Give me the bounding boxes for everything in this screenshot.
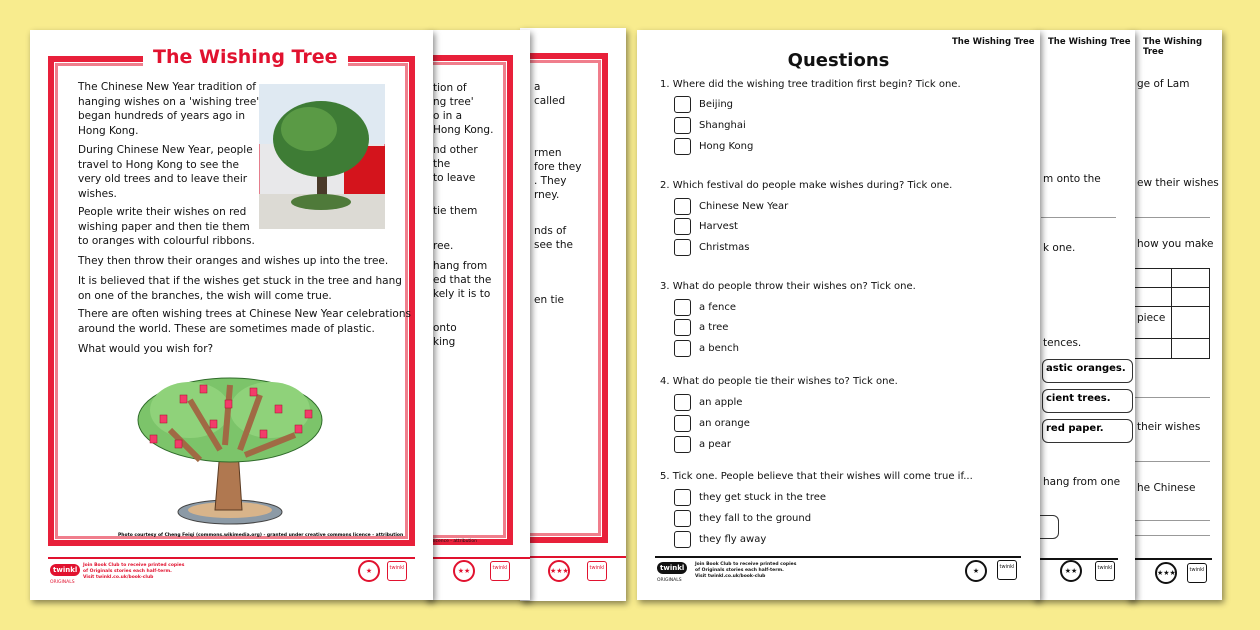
text-fragment: nds of xyxy=(534,225,567,237)
text-fragment: rmen xyxy=(534,147,562,159)
question-1: 1. Where did the wishing tree tradition first begin? Tick one. xyxy=(660,79,961,90)
text-fragment: kely it is to xyxy=(433,288,491,300)
text-fragment: fore they xyxy=(534,161,582,173)
option-checkbox[interactable]: they fly away xyxy=(674,531,766,548)
text-fragment: ng tree' xyxy=(433,96,474,108)
footer-rule xyxy=(520,556,626,558)
worksheet-one-star xyxy=(30,30,433,600)
paragraph: People write their wishes on red wishing paper and then tie them to oranges with colourful ribbons. xyxy=(78,206,255,247)
paragraph: They then throw their oranges and wishes up into the tree. xyxy=(78,255,389,267)
text-fragment: a xyxy=(534,81,541,93)
option-checkbox[interactable]: Shanghai xyxy=(674,117,746,134)
paragraph: The Chinese New Year tradition of hanging wishes on a 'wishing tree' began hundreds of years ago in Hong Kong. xyxy=(78,81,260,137)
text-fragment: ew their wishes xyxy=(1137,177,1219,189)
worksheet-two-star xyxy=(425,30,530,600)
text-fragment: tion of xyxy=(433,82,467,94)
text-fragment: ed that the xyxy=(433,274,492,286)
option-checkbox[interactable]: Hong Kong xyxy=(674,138,753,155)
text-fragment: hang from xyxy=(433,260,488,272)
option-checkbox[interactable]: a tree xyxy=(674,319,728,336)
questions-sheet-three-star xyxy=(1127,30,1222,600)
paragraph: What would you wish for? xyxy=(78,343,214,355)
two-star-icon: ★★ xyxy=(453,560,475,582)
questions-sheet-one-star xyxy=(637,30,1040,600)
twinkl-badge-icon: twinkl xyxy=(587,561,607,581)
twinkl-badge-icon: twinkl xyxy=(997,560,1017,580)
footer-rule xyxy=(48,557,415,559)
option-checkbox[interactable]: a pear xyxy=(674,436,731,453)
sentence-ending-card[interactable]: cient trees. xyxy=(1042,389,1133,413)
text-fragment: their wishes xyxy=(1137,421,1201,433)
question-4: 4. What do people tie their wishes to? Tick one. xyxy=(660,376,898,387)
twinkl-badge-icon: twinkl xyxy=(490,561,510,581)
option-checkbox[interactable]: they fall to the ground xyxy=(674,510,811,527)
logo-subtitle: ORIGINALS xyxy=(657,578,682,583)
option-checkbox[interactable]: Christmas xyxy=(674,239,749,256)
sheet-header: The Wishing Tree xyxy=(952,37,1035,47)
sentence-ending-card[interactable]: astic oranges. xyxy=(1042,359,1133,383)
question-3: 3. What do people throw their wishes on? Tick one. xyxy=(660,281,916,292)
wishing-tree-photo xyxy=(259,84,385,229)
photo-caption: Photo courtesy of Cheng Feiqi (commons.wikimedia.org) - granted under creative commons licence - attribution xyxy=(118,533,404,538)
text-fragment: the xyxy=(433,158,451,170)
page-title: Questions xyxy=(787,50,890,71)
sheet-header: The Wishing Tree xyxy=(1048,37,1131,47)
text-fragment: tie them xyxy=(433,205,478,217)
paragraph: During Chinese New Year, people travel to Hong Kong to see the very old trees and to leave their wishes. xyxy=(78,144,253,200)
option-checkbox[interactable]: Harvest xyxy=(674,218,738,235)
book-club-note: Join Book Club to receive printed copies of Originals stories each half-term. Visit twinkl.co.uk/book-club xyxy=(695,562,797,579)
question-2: 2. Which festival do people make wishes during? Tick one. xyxy=(660,180,953,191)
one-star-icon: ★ xyxy=(965,560,987,582)
footer-rule xyxy=(1033,558,1118,560)
worksheet-three-star xyxy=(520,28,626,601)
text-fragment: he Chinese xyxy=(1137,482,1196,494)
text-fragment: king xyxy=(433,336,456,348)
answer-line xyxy=(1135,520,1210,521)
text-fragment: see the xyxy=(534,239,573,251)
answer-line xyxy=(1041,217,1116,218)
text-fragment: en tie xyxy=(534,294,564,306)
twinkl-logo: twinkl xyxy=(657,562,687,574)
three-star-icon: ★★★ xyxy=(1155,562,1177,584)
answer-line xyxy=(1135,461,1210,462)
twinkl-badge-icon: twinkl xyxy=(387,561,407,581)
text-fragment: ree. xyxy=(433,240,454,252)
sheet-header: The Wishing Tree xyxy=(1143,37,1203,57)
twinkl-logo: twinkl xyxy=(50,564,80,576)
text-fragment: k one. xyxy=(1043,242,1076,254)
questions-sheet-two-star xyxy=(1033,30,1135,600)
paragraph: There are often wishing trees at Chinese New Year celebrations around the world. These are sometimes made of plastic. xyxy=(78,308,411,335)
option-checkbox[interactable]: Beijing xyxy=(674,96,733,113)
text-fragment: o in a xyxy=(433,110,463,122)
text-fragment: hang from one xyxy=(1043,476,1121,488)
option-checkbox[interactable]: an orange xyxy=(674,415,750,432)
answer-line xyxy=(1135,397,1210,398)
text-fragment: onto xyxy=(433,322,457,334)
twinkl-badge-icon: twinkl xyxy=(1187,563,1207,583)
one-star-icon: ★ xyxy=(358,560,380,582)
twinkl-badge-icon: twinkl xyxy=(1095,561,1115,581)
sentence-ending-card[interactable]: red paper. xyxy=(1042,419,1133,443)
option-checkbox[interactable]: a bench xyxy=(674,340,739,357)
page-title: The Wishing Tree xyxy=(143,46,348,68)
text-fragment: m onto the xyxy=(1043,173,1101,185)
text-fragment: rney. xyxy=(534,189,560,201)
text-fragment: Hong Kong. xyxy=(433,124,494,136)
three-star-icon: ★★★ xyxy=(548,560,570,582)
paragraph: It is believed that if the wishes get stuck in the tree and hang on one of the branches, the wish will come true. xyxy=(78,275,402,302)
book-club-note: Join Book Club to receive printed copies of Originals stories each half-term. Visit twinkl.co.uk/book-club xyxy=(83,563,185,580)
text-fragment: to leave xyxy=(433,172,476,184)
two-star-icon: ★★ xyxy=(1060,560,1082,582)
footer-rule xyxy=(655,556,1021,558)
answer-line xyxy=(1135,535,1210,536)
footer-rule xyxy=(1127,558,1212,560)
option-checkbox[interactable]: an apple xyxy=(674,394,742,411)
logo-subtitle: ORIGINALS xyxy=(50,580,75,585)
answer-line xyxy=(1135,217,1210,218)
cartoon-tree-illustration xyxy=(130,360,330,530)
text-fragment: piece xyxy=(1137,312,1166,324)
text-fragment: . They xyxy=(534,175,567,187)
caption-fragment: licence - attribution xyxy=(433,539,478,544)
option-checkbox[interactable]: they get stuck in the tree xyxy=(674,489,826,506)
text-fragment: nd other xyxy=(433,144,478,156)
question-5: 5. Tick one. People believe that their wishes will come true if... xyxy=(660,471,973,482)
text-fragment: called xyxy=(534,95,566,107)
option-checkbox[interactable]: Chinese New Year xyxy=(674,198,788,215)
text-fragment: how you make xyxy=(1137,238,1214,250)
text-fragment: tences. xyxy=(1043,337,1082,349)
text-fragment: ge of Lam xyxy=(1137,78,1190,90)
option-checkbox[interactable]: a fence xyxy=(674,299,736,316)
footer-rule xyxy=(425,557,530,559)
